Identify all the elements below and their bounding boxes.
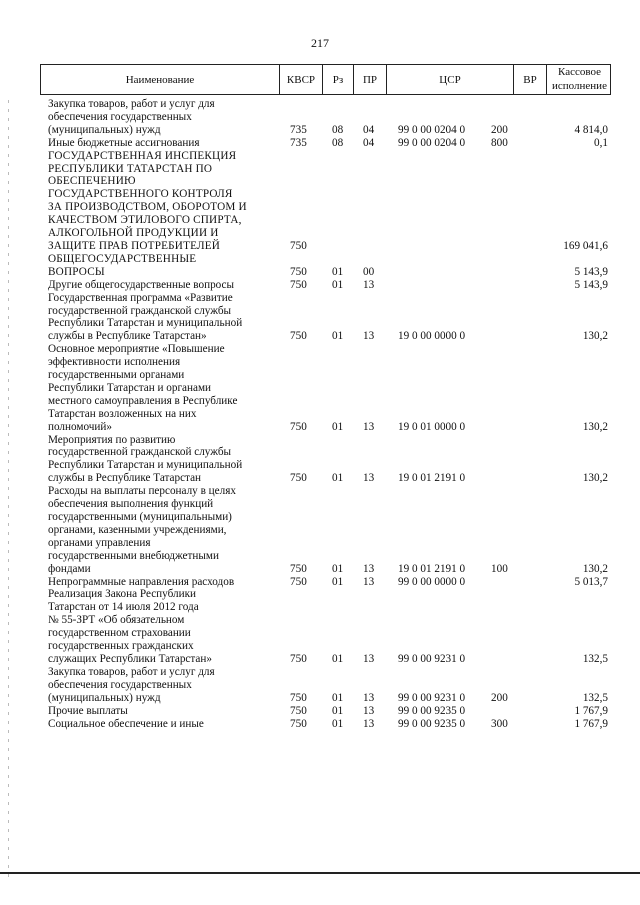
row-name [48,434,276,486]
cell-kvsr: 735 [290,123,307,136]
header-kass-line1: Кассовое [558,65,601,78]
cell-rz: 08 [332,123,344,136]
cell-csr: 19 0 00 0000 0 [398,330,466,343]
cell-kvsr: 735 [290,136,307,149]
row-name-line: обеспечения государственных [48,110,192,123]
cell-pr: 00 [363,265,375,278]
cell-pr: 13 [363,330,375,343]
cell-rz: 01 [332,691,344,704]
row-name-line: № 55-ЗРТ «Об обязательном [48,614,185,627]
cell-kvsr: 750 [290,330,307,343]
row-name [48,98,276,137]
row-name [48,666,276,705]
cell-kvsr: 750 [290,652,307,665]
cell-csr: 19 0 01 2191 0 [398,562,466,575]
cell-vr: 200 [491,123,508,136]
cell-kass: 132,5 [582,691,608,704]
row-name-line: ВОПРОСЫ [48,265,105,278]
cell-csr: 19 0 01 2191 0 [398,472,466,485]
header-rz: Рз [322,65,353,94]
row-name-line: государственной гражданской службы [48,304,232,317]
row-name [48,150,276,253]
row-name-line: государственном страховании [48,627,191,640]
row-name-line: службы в Республике Татарстан» [48,330,207,343]
header-kass-line2: исполнение [552,79,607,92]
table-row [48,434,608,486]
cell-vr: 300 [491,717,508,730]
cell-csr: 99 0 00 0204 0 [398,136,466,149]
table-row [48,576,608,589]
row-name [48,253,276,279]
cell-pr: 13 [363,278,375,291]
cell-csr: 99 0 00 0204 0 [398,123,466,136]
cell-rz: 01 [332,330,344,343]
table-row [48,666,608,705]
table-header [40,64,611,95]
cell-kvsr: 750 [290,278,307,291]
cell-kvsr: 750 [290,704,307,717]
cell-kass: 130,2 [582,420,608,433]
header-pr: ПР [353,65,386,94]
cell-kass: 1 767,9 [574,717,608,730]
cell-kass: 132,5 [582,652,608,665]
row-name [48,343,276,433]
row-name-line: Закупка товаров, работ и услуг для [48,98,215,110]
row-name-line: ГОСУДАРСТВЕННАЯ ИНСПЕКЦИЯ [48,149,237,162]
cell-kvsr: 750 [290,265,307,278]
row-name-line: государственными (муниципальными) [48,511,232,523]
row-name [48,485,276,575]
table-row [48,98,608,137]
cell-csr: 99 0 00 9231 0 [398,652,466,665]
bottom-border-line [0,872,640,874]
cell-kvsr: 750 [290,420,307,433]
row-name-line: Основное мероприятие «Повышение [48,343,225,356]
cell-kvsr: 750 [290,239,307,252]
cell-pr: 13 [363,717,375,730]
cell-kvsr: 750 [290,717,307,730]
row-name-line: Социальное обеспечение и иные [48,717,204,730]
cell-rz: 01 [332,717,344,730]
table-row [48,588,608,665]
cell-csr: 99 0 00 9235 0 [398,704,466,717]
row-name [48,718,276,731]
row-name [48,588,276,665]
row-name-line: Иные бюджетные ассигнования [48,136,200,149]
row-name-line: Прочие выплаты [48,704,128,717]
cell-vr: 800 [491,136,508,149]
row-name-line: Непрограммные направления расходов [48,575,235,588]
table-row [48,150,608,253]
row-name-line: служащих Республики Татарстан» [48,652,212,665]
cell-kvsr: 750 [290,575,307,588]
row-name-line: РЕСПУБЛИКИ ТАТАРСТАН ПО [48,162,213,175]
cell-kass: 130,2 [582,330,608,343]
cell-rz: 01 [332,704,344,717]
cell-rz: 08 [332,136,344,149]
cell-kass: 169 041,6 [563,239,608,252]
cell-pr: 13 [363,472,375,485]
table-row [48,485,608,575]
row-name [48,292,276,344]
row-name-line: службы в Республике Татарстан [48,472,202,485]
row-name-line: ОБЩЕГОСУДАРСТВЕННЫЕ [48,252,197,265]
row-name-line: ЗА ПРОИЗВОДСТВОМ, ОБОРОТОМ И [48,201,247,214]
row-name [48,137,276,150]
row-name-line: ОБЕСПЕЧЕНИЮ [48,175,136,188]
cell-rz: 01 [332,652,344,665]
table-row [48,343,608,433]
cell-pr: 13 [363,691,375,704]
cell-kass: 5 143,9 [574,278,608,291]
row-name-line: Другие общегосударственные вопросы [48,278,235,291]
row-name-line: обеспечения государственных [48,678,192,691]
cell-kass: 4 814,0 [574,123,608,136]
cell-kvsr: 750 [290,472,307,485]
table-row [48,718,608,731]
table-row [48,253,608,279]
row-name-line: государственных гражданских [48,640,194,653]
row-name-line: органами, казенными учреждениями, [48,523,227,536]
row-name-line: ГОСУДАРСТВЕННОГО КОНТРОЛЯ [48,188,233,201]
row-name-line: государственной гражданской службы [48,446,232,459]
cell-kass: 0,1 [594,136,608,149]
cell-vr: 200 [491,691,508,704]
row-name-line: государственными внебюджетными [48,549,219,562]
row-name-line: Закупка товаров, работ и услуг для [48,665,215,678]
cell-pr: 13 [363,704,375,717]
row-name-line: местного самоуправления в Республике [48,394,238,407]
cell-kass: 5 143,9 [574,265,608,278]
cell-vr: 100 [491,562,508,575]
row-name-line: государственными органами [48,369,185,382]
row-name-line: (муниципальных) нужд [48,691,161,704]
cell-rz: 01 [332,420,344,433]
row-name-line: АЛКОГОЛЬНОЙ ПРОДУКЦИИ И [48,227,219,240]
cell-kass: 130,2 [582,472,608,485]
row-name-line: Республики Татарстан и муниципальной [48,317,243,330]
cell-csr: 99 0 00 0000 0 [398,575,466,588]
row-name-line: КАЧЕСТВОМ ЭТИЛОВОГО СПИРТА, [48,214,242,227]
cell-kass: 130,2 [582,562,608,575]
header-vr: ВР [513,65,546,94]
row-name-line: Татарстан возложенных на них [48,407,197,420]
cell-csr: 99 0 00 9231 0 [398,691,466,704]
cell-kvsr: 750 [290,691,307,704]
cell-kvsr: 750 [290,562,307,575]
cell-rz: 01 [332,472,344,485]
row-name-line: фондами [48,562,91,575]
row-name-line: Мероприятия по развитию [48,433,176,446]
row-name-line: органами управления [48,536,151,549]
row-name [48,279,276,292]
scan-margin-mark [8,100,9,880]
row-name [48,576,276,589]
table-row [48,292,608,344]
cell-kass: 1 767,9 [574,704,608,717]
row-name-line: Республики Татарстан и муниципальной [48,459,243,472]
row-name-line: Татарстан от 14 июля 2012 года [48,601,199,614]
row-name-line: эффективности исполнения [48,356,181,369]
row-name-line: обеспечения выполнения функций [48,498,214,511]
cell-pr: 13 [363,562,375,575]
row-name-line: Расходы на выплаты персоналу в целях [48,485,236,498]
cell-pr: 13 [363,652,375,665]
table-row [48,137,608,150]
row-name-line: Реализация Закона Республики [48,588,197,601]
cell-pr: 04 [363,123,375,136]
row-name-line: полномочий» [48,420,112,433]
header-kvsr: КВСР [279,65,322,94]
cell-pr: 13 [363,420,375,433]
cell-rz: 01 [332,265,344,278]
table-row [48,705,608,718]
cell-rz: 01 [332,562,344,575]
cell-csr: 99 0 00 9235 0 [398,717,466,730]
header-name: Наименование [125,73,195,86]
row-name-line: ЗАЩИТЕ ПРАВ ПОТРЕБИТЕЛЕЙ [48,239,221,252]
page-number: 217 [311,36,329,50]
row-name-line: Государственная программа «Развитие [48,291,233,304]
cell-csr: 19 0 01 0000 0 [398,420,466,433]
cell-rz: 01 [332,278,344,291]
cell-kass: 5 013,7 [574,575,608,588]
row-name-line: (муниципальных) нужд [48,123,161,136]
row-name-line: Республики Татарстан и органами [48,381,212,394]
header-kassovoe [546,65,612,94]
cell-pr: 04 [363,136,375,149]
cell-pr: 13 [363,575,375,588]
table-body [48,98,608,730]
row-name [48,705,276,718]
header-csr: ЦСР [386,65,513,94]
cell-rz: 01 [332,575,344,588]
table-row [48,279,608,292]
